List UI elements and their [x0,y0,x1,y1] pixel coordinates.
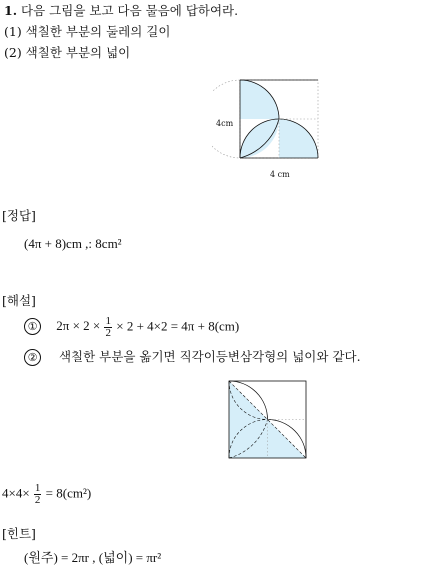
solution-item-2: ② 색칠한 부분을 옮기면 직각이등변삼각형의 넓이와 같다. [24,349,361,366]
circled-number-1: ① [24,318,41,335]
area-calculation: 4×4× $\frac{1}{2}$ = 8(cm²) [2,482,92,506]
problem-figure [212,76,326,180]
shaded-lens [240,119,279,158]
shaded-region-top [240,80,279,119]
question-1: (1) 색칠한 부분의 둘레의 길이 [4,24,171,39]
hint-line: (원주) = 2πr , (넓이) = πr² [24,550,162,565]
shaded-region-bottom [279,119,318,158]
question-2: (2) 색칠한 부분의 넓이 [4,45,131,60]
answer-line: (4π + 8)cm ,: 8cm² [24,236,122,251]
solution-figure [224,378,310,462]
fraction-half: $\frac{1}{2}$ [105,315,111,339]
fraction-half-2: $\frac{1}{2}$ [34,482,41,506]
label-bottom: 4 cm [270,170,290,179]
solution-item-1: ① 2π × 2 × $\frac{1}{2}$ × 2 + 4×2 = 4π + 8(cm) [24,316,239,339]
answer-header: [정답] [2,208,36,223]
problem-text: 다음 그림을 보고 다음 물음에 답하여라. [21,3,239,18]
problem-statement [4,3,238,19]
label-left: 4cm [216,119,234,128]
hint-header: [힌트] [2,526,36,541]
circled-number-2: ② [24,349,41,366]
solution-header: [해설] [2,293,36,308]
problem-number: 1. [4,3,18,18]
